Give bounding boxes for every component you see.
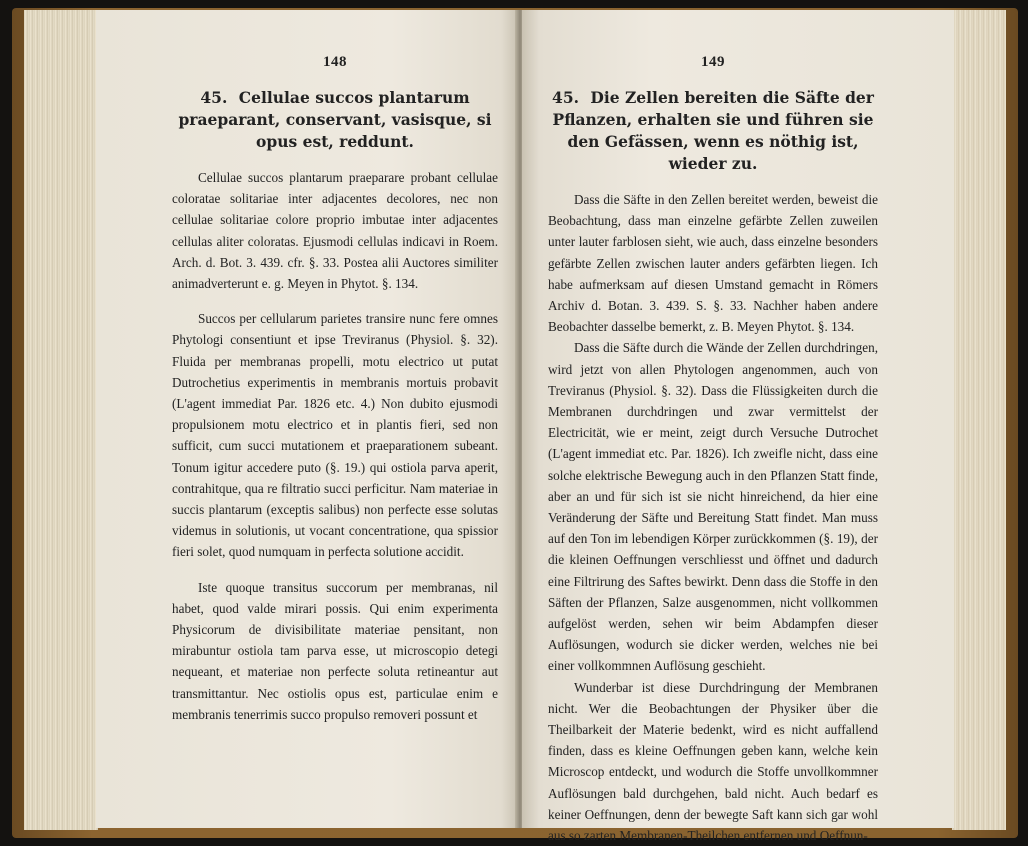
right-section-heading bbox=[548, 87, 878, 175]
left-heading-text: Cellulae succos plantarum praeparant, conservant, vasisque, si opus est, reddunt. bbox=[178, 88, 492, 151]
right-paragraph-1: Dass die Säfte in den Zellen bereitet werden, beweist die Beobachtung, dass man einzelne gefärbte Zellen zuweilen unter lauter farblosen sieht, wie auch, dass einzelne besonders gefärbte Zellen zwischen lauter anders gefärbten liegen. Ich habe aufmerksam auf diesen Umstand gemacht in Römers Archiv d. Botan. 3. 439. S. §. 33. Nachher haben andere Beobachter dasselbe bemerkt, z. B. Meyen Phytot. §. 134. bbox=[548, 192, 878, 335]
left-section-number: 45. bbox=[200, 88, 228, 107]
right-heading-text: Die Zellen bereiten die Säfte der Pflanzen, erhalten sie und führen sie den Gefässen, wenn es nöthig ist, wieder zu. bbox=[552, 88, 874, 173]
right-paragraph-2: Dass die Säfte durch die Wände der Zellen durchdringen, wird jetzt von allen Phytologen angenommen, auch von Treviranus (Physiol. §. 32). Dass die Flüssigkeiten durch die Membranen durchdringen und zwar vermittelst der Electricität, wie er meint, zeigt durch Versuche Dutrochet (L'agent immediat etc. Par. 1826). Ich zweifle nicht, dass eine solche elektrische Bewegung auch in den Pflanzen Statt finde, aber an und für sich ist sie nicht hinreichend, da hier eine Veränderung der Säfte und Bereitung Statt findet. Man muss auf den Ton im lebendigen Körper zurückkommen (§. 19), der die kleinen Oeffnungen verschliesst und öffnet und dadurch eine Filtrirung des Saftes bewirkt. Denn dass die Stoffe in den Säften der Pflanzen, Salze ausgenommen, nicht vollkommen aufgelöst werden, sehen wir beim Abdampfen dieser Auflösungen, wodurch sie dicker werden, welches nie bei einer vollkommnen Auflösung geschieht. bbox=[548, 340, 878, 674]
right-paragraph-3: Wunderbar ist diese Durchdringung der Membranen nicht. Wer die Beobachtungen der Physiker über die Theilbarkeit der Materie bedenkt, wird es nicht auffallend finden, dass es kleine Oeffnungen geben kann, welche kein Microscop entdeckt, und wodurch die Stoffe unvollkommner Auflösungen bald durchgehen, bald nicht. Auch bedarf es keiner Oeffnungen, denn der bewegte Saft kann sich gar wohl aus so zarten Membranen-Theilchen entfernen und Oeffnun- bbox=[548, 679, 878, 844]
left-page-edges bbox=[24, 10, 98, 830]
right-page-number: 149 bbox=[701, 54, 725, 70]
left-section-heading bbox=[172, 87, 498, 153]
left-page-number: 148 bbox=[323, 54, 347, 70]
left-page-content bbox=[172, 54, 498, 739]
left-paragraph-3: Iste quoque transitus succorum per membranas, nil habet, quod valde mirari possis. Qui enim experimenta Physicorum de divisibilitate materiae pensitant, non mirabuntur ostiola tam parva esse, ut microscopio detegi nequeant, et materiae non perfecte soluta retineantur aut transmittantur. Nec ostiolis opus est, particulae enim e membranis tenerrimis succo propulso removeri possunt et bbox=[172, 579, 498, 722]
right-page-content bbox=[548, 54, 878, 846]
left-page bbox=[96, 10, 518, 828]
right-page-edges bbox=[952, 10, 1006, 830]
right-section-number: 45. bbox=[552, 88, 579, 107]
left-paragraph-2: Succos per cellularum parietes transire nunc fere omnes Phytologi consentiunt et ipse Treviranus (Physiol. §. 32). Fluida per membranas propelli, motu electrico ut putat Dutrochetius experimentis in membranis mortuis probavit (L'agent immediat Par. 1826 etc. 4.) Non dubito ejusmodi propulsionem motu electrico et in plantis fieri, sed non sufficit, cum succi mutationem et praeparationem subeant. Tonum igitur accedere puto (§. 19.) qui ostiola parva aperit, contrahitque, qua re filtratio succi perficitur. Nam materiae in succis plantarum (exceptis salibus) non perfecte esse solutas videmus in solutionis, ut vocant concentratione, qua spissior fieri solet, quod numquam in perfecta solutione accidit. bbox=[172, 311, 498, 560]
right-page bbox=[522, 10, 954, 844]
left-paragraph-1: Cellulae succos plantarum praeparare probant cellulae coloratae solitariae inter adjacentes decolores, nec non cellulae solitariae colore proprio imbutae inter adjacentes cellulas aliter coloratas. Ejusmodi cellulas indicavi in Roem. Arch. d. Bot. 3. 439. cfr. §. 33. Postea alii Auctores similiter animadverterunt e. g. Meyen in Phytot. §. 134. bbox=[172, 170, 498, 292]
